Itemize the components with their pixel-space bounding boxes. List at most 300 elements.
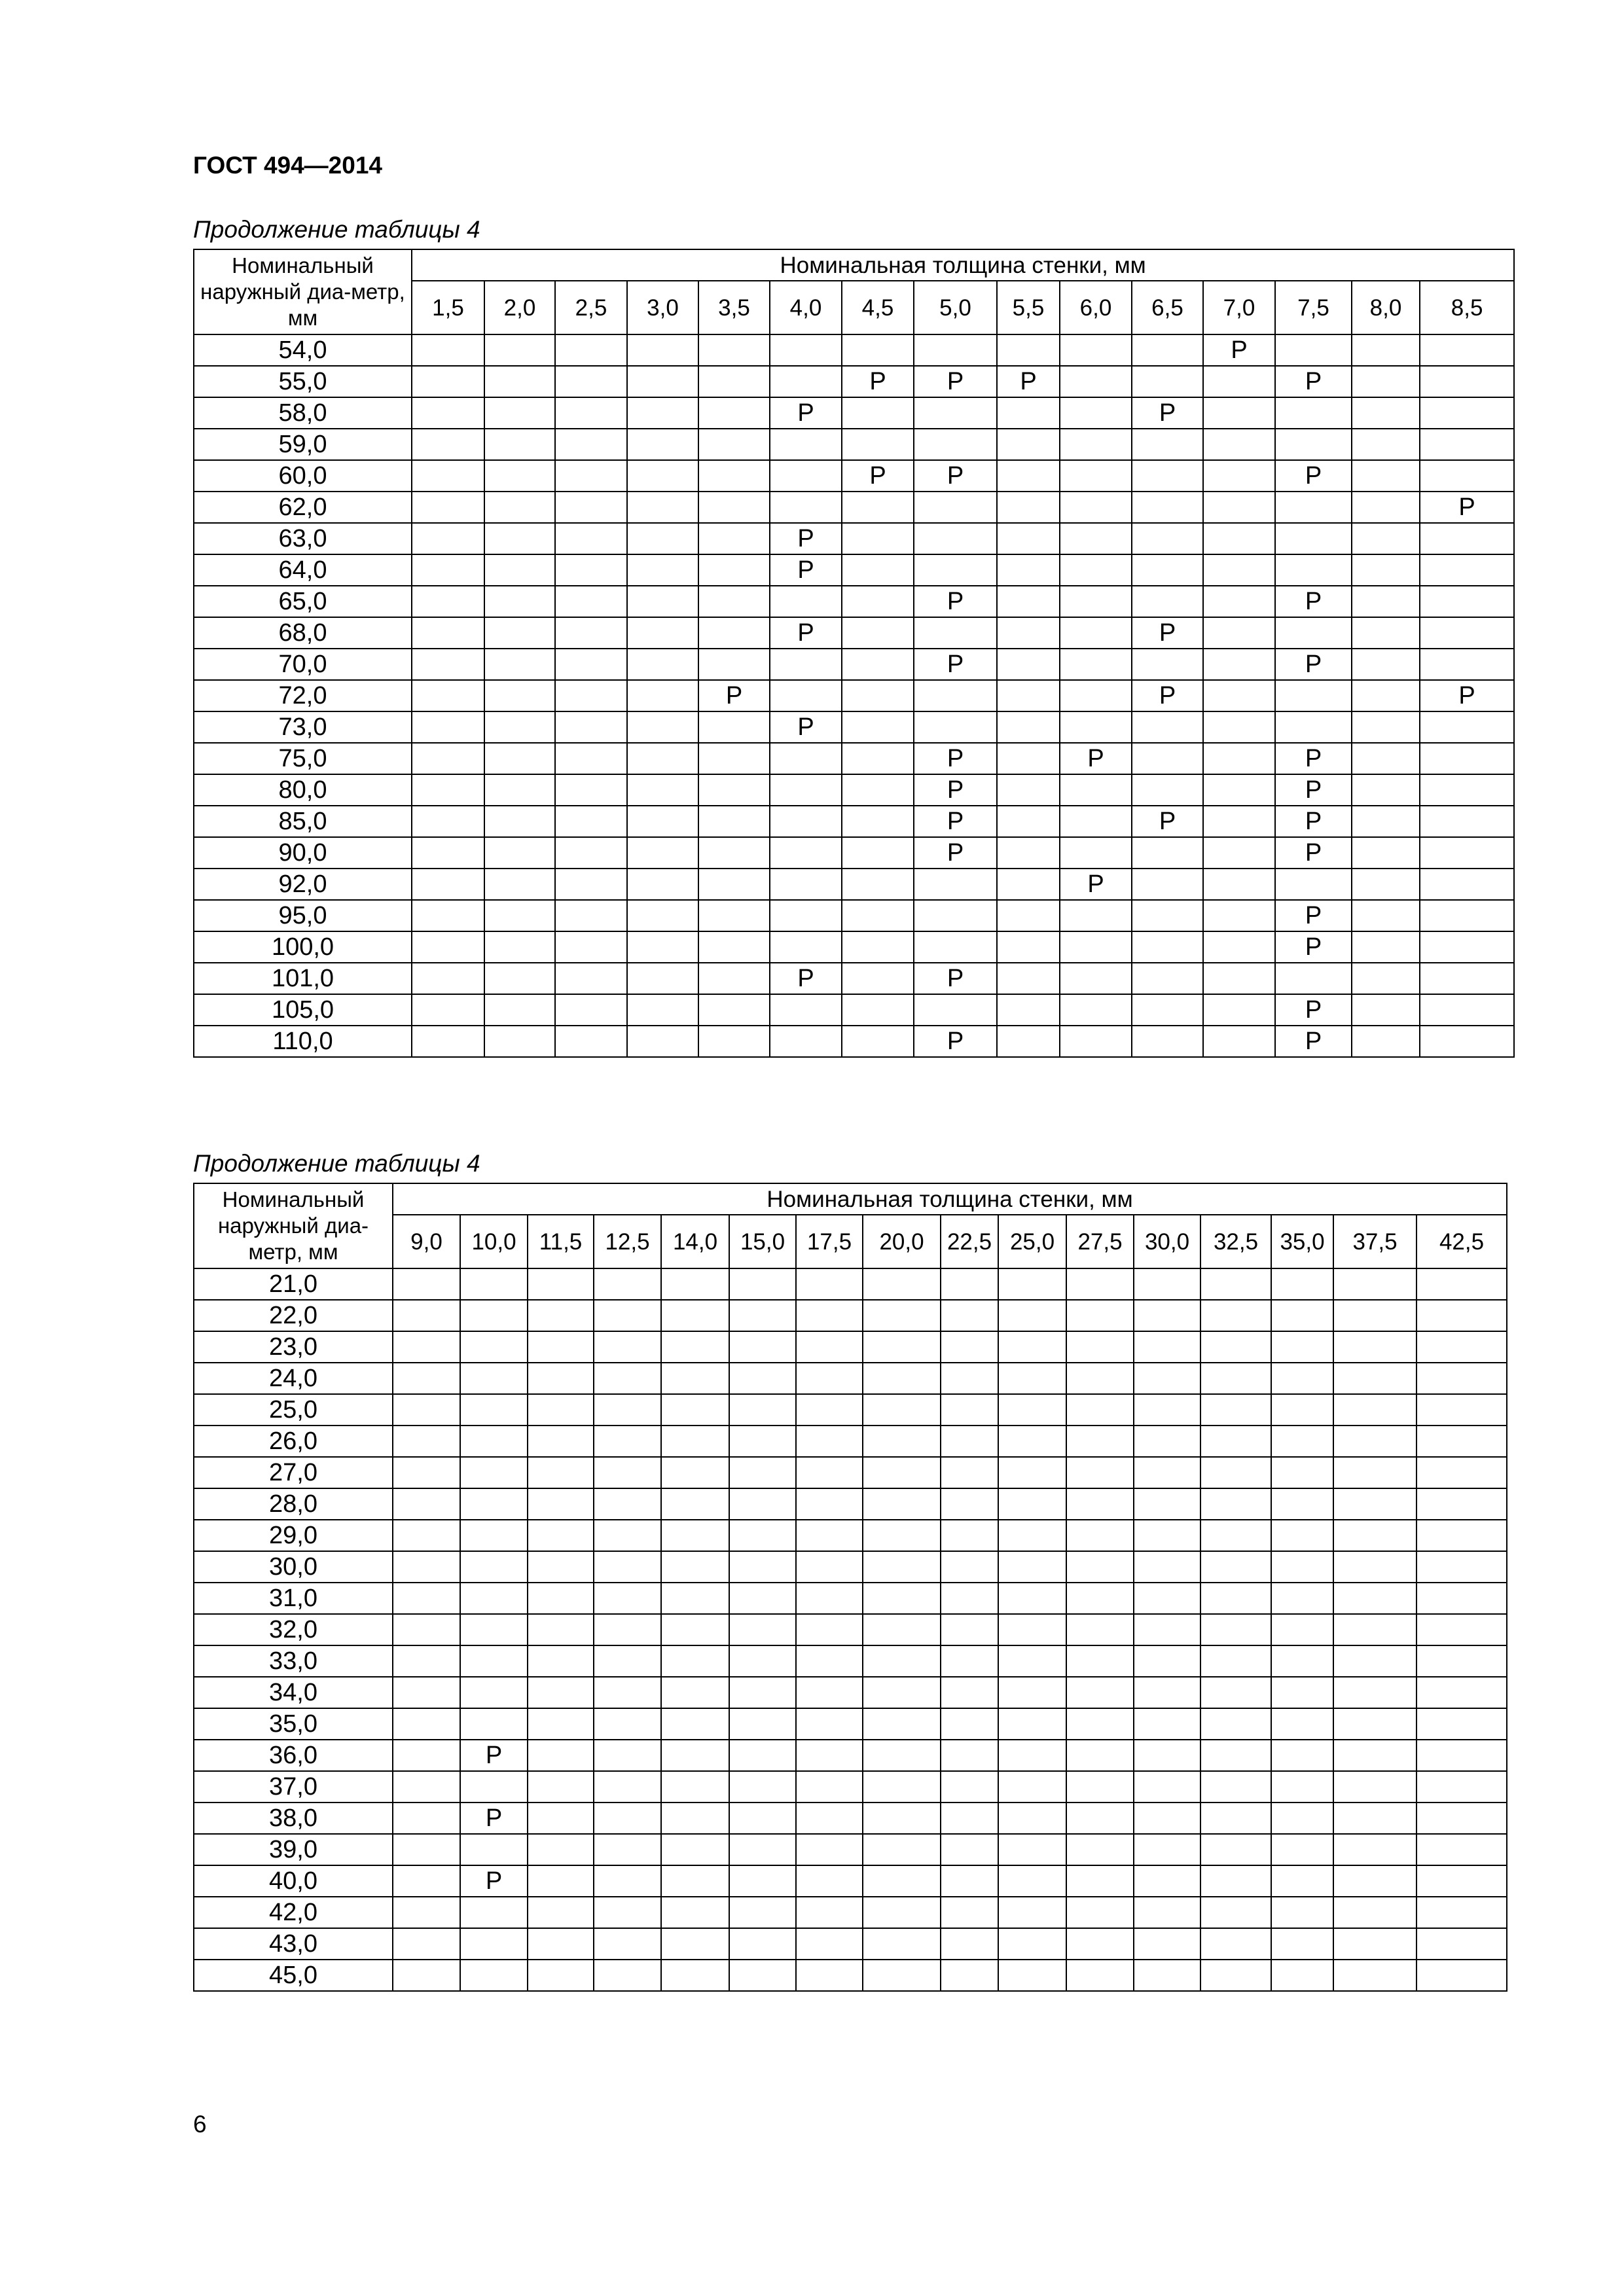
table-cell (1203, 869, 1275, 900)
diameter-cell: 68,0 (194, 617, 412, 649)
table-cell (460, 1960, 528, 1991)
wall-thickness-table-2 (193, 1183, 1507, 1992)
table-cell (729, 1583, 796, 1614)
table-cell: Р (914, 586, 997, 617)
table-cell (914, 523, 997, 554)
table-cell (412, 837, 484, 869)
table-cell (1203, 649, 1275, 680)
table-cell (941, 1363, 998, 1394)
table-cell (698, 366, 770, 397)
table-cell (863, 1740, 941, 1771)
table-cell (1132, 334, 1203, 366)
table-row (194, 1488, 1507, 1520)
table-row (194, 1551, 1507, 1583)
table-cell (555, 931, 627, 963)
table-row (194, 1834, 1507, 1865)
table-cell (1134, 1740, 1200, 1771)
table-cell (1333, 1426, 1416, 1457)
table-cell (484, 366, 555, 397)
diameter-cell: 101,0 (194, 963, 412, 994)
table-cell (729, 1865, 796, 1897)
table-cell (412, 711, 484, 743)
table-cell (412, 492, 484, 523)
table-cell (1333, 1300, 1416, 1331)
table-cell (941, 1771, 998, 1803)
table-cell (460, 1520, 528, 1551)
table-cell (1132, 649, 1203, 680)
diameter-cell: 72,0 (194, 680, 412, 711)
table-cell (594, 1363, 661, 1394)
table-cell (1203, 963, 1275, 994)
table-cell (1333, 1865, 1416, 1897)
table-cell (1132, 711, 1203, 743)
table-cell (914, 994, 997, 1026)
table-cell: Р (1203, 334, 1275, 366)
table-cell (484, 554, 555, 586)
thickness-column-header: 2,0 (484, 281, 555, 334)
table-cell (1416, 1551, 1507, 1583)
table-cell (698, 523, 770, 554)
table-cell (1134, 1677, 1200, 1708)
table-cell (1066, 1740, 1134, 1771)
table-cell (842, 492, 914, 523)
thickness-column-header: 27,5 (1066, 1215, 1134, 1268)
table-cell (484, 586, 555, 617)
table-cell (796, 1960, 863, 1991)
table-cell (412, 1026, 484, 1057)
table-cell (594, 1928, 661, 1960)
table-row (194, 554, 1514, 586)
table-cell (770, 869, 842, 900)
table-cell (528, 1834, 594, 1865)
table-cell (1352, 774, 1420, 806)
table-row (194, 1645, 1507, 1677)
table-cell (1200, 1740, 1271, 1771)
diameter-cell: 35,0 (194, 1708, 393, 1740)
thickness-column-header: 7,0 (1203, 281, 1275, 334)
table-cell (393, 1363, 460, 1394)
table-cell (1333, 1834, 1416, 1865)
table-cell (998, 1363, 1066, 1394)
table-cell: Р (997, 366, 1060, 397)
table-cell (1271, 1488, 1333, 1520)
table-cell (1132, 492, 1203, 523)
table-row (194, 963, 1514, 994)
table-cell (460, 1928, 528, 1960)
table-cell (1352, 806, 1420, 837)
table-cell: Р (698, 680, 770, 711)
table-cell (1333, 1268, 1416, 1300)
table-cell (998, 1645, 1066, 1677)
table-cell (393, 1645, 460, 1677)
table-cell (1271, 1740, 1333, 1771)
table-cell (393, 1457, 460, 1488)
table-cell (770, 774, 842, 806)
table-cell (555, 397, 627, 429)
table-row (194, 1960, 1507, 1991)
table-cell (1420, 837, 1514, 869)
table-cell (698, 806, 770, 837)
table-cell (698, 334, 770, 366)
table-cell: Р (1275, 806, 1352, 837)
table-row (194, 1426, 1507, 1457)
table-cell (1060, 617, 1132, 649)
table-cell (842, 523, 914, 554)
table-cell (998, 1457, 1066, 1488)
table-cell (1420, 931, 1514, 963)
table-cell (1420, 900, 1514, 931)
table-cell (914, 931, 997, 963)
table-cell (941, 1457, 998, 1488)
table-cell (863, 1363, 941, 1394)
table-cell (555, 366, 627, 397)
table-cell (1200, 1771, 1271, 1803)
table-row (194, 1394, 1507, 1426)
table-cell (1271, 1834, 1333, 1865)
table-cell (863, 1677, 941, 1708)
table-cell (393, 1331, 460, 1363)
table-cell (1416, 1865, 1507, 1897)
table-cell (1416, 1268, 1507, 1300)
table-cell (484, 869, 555, 900)
table-caption: Продолжение таблицы 4 (193, 216, 480, 243)
table-cell (1203, 711, 1275, 743)
table-cell (796, 1677, 863, 1708)
table-cell (1066, 1865, 1134, 1897)
table-cell (528, 1771, 594, 1803)
table-cell (729, 1551, 796, 1583)
table-cell (1132, 1026, 1203, 1057)
table-cell (1066, 1520, 1134, 1551)
table-cell (661, 1928, 729, 1960)
diameter-cell: 30,0 (194, 1551, 393, 1583)
table-cell (863, 1268, 941, 1300)
table-cell: Р (842, 366, 914, 397)
table-cell (412, 963, 484, 994)
thickness-column-header: 12,5 (594, 1215, 661, 1268)
table-cell (796, 1897, 863, 1928)
table-cell (1275, 963, 1352, 994)
table-cell (393, 1677, 460, 1708)
table-cell (842, 994, 914, 1026)
diameter-cell: 38,0 (194, 1803, 393, 1834)
table-cell (1060, 774, 1132, 806)
table-cell (770, 649, 842, 680)
table-cell (594, 1897, 661, 1928)
table-cell (627, 963, 698, 994)
table-cell (698, 900, 770, 931)
table-cell (594, 1771, 661, 1803)
table-cell (528, 1865, 594, 1897)
table-cell (1060, 554, 1132, 586)
table-cell (627, 743, 698, 774)
table-cell (555, 1026, 627, 1057)
table-row (194, 774, 1514, 806)
table-cell (1132, 460, 1203, 492)
table-cell (1271, 1583, 1333, 1614)
table-cell (863, 1865, 941, 1897)
thickness-column-header: 4,5 (842, 281, 914, 334)
table-cell (1352, 994, 1420, 1026)
table-cell (393, 1897, 460, 1928)
table-cell (393, 1394, 460, 1426)
table-row (194, 1677, 1507, 1708)
table-cell (484, 523, 555, 554)
table-row (194, 366, 1514, 397)
table-cell (1200, 1677, 1271, 1708)
table-cell (661, 1897, 729, 1928)
table-cell (1200, 1300, 1271, 1331)
table-row (194, 1331, 1507, 1363)
diameter-cell: 64,0 (194, 554, 412, 586)
table-cell (555, 617, 627, 649)
table-cell (863, 1614, 941, 1645)
table-cell (1132, 554, 1203, 586)
table-row (194, 680, 1514, 711)
table-cell: Р (914, 460, 997, 492)
table-cell (1066, 1488, 1134, 1520)
table-cell (842, 334, 914, 366)
table-cell (997, 963, 1060, 994)
table-cell (770, 931, 842, 963)
table-cell (1134, 1426, 1200, 1457)
table-cell (555, 492, 627, 523)
table-cell (997, 617, 1060, 649)
table-cell (1352, 931, 1420, 963)
table-cell (1060, 334, 1132, 366)
table-cell (1203, 994, 1275, 1026)
table-cell (1060, 806, 1132, 837)
table-cell (1420, 586, 1514, 617)
diameter-cell: 45,0 (194, 1960, 393, 1991)
table-cell (863, 1426, 941, 1457)
table-cell (1275, 680, 1352, 711)
table-cell (1271, 1520, 1333, 1551)
diameter-cell: 21,0 (194, 1268, 393, 1300)
table-cell (1200, 1614, 1271, 1645)
table-cell (460, 1426, 528, 1457)
table-cell (594, 1300, 661, 1331)
table-cell (594, 1865, 661, 1897)
table-cell (412, 743, 484, 774)
table-row (194, 994, 1514, 1026)
thickness-column-header: 20,0 (863, 1215, 941, 1268)
diameter-cell: 27,0 (194, 1457, 393, 1488)
table-cell: Р (914, 837, 997, 869)
table-cell (842, 931, 914, 963)
table-cell (555, 743, 627, 774)
table-cell (393, 1551, 460, 1583)
table-cell (1275, 554, 1352, 586)
table-cell (661, 1677, 729, 1708)
table-row (194, 1897, 1507, 1928)
table-cell (998, 1614, 1066, 1645)
diameter-cell: 32,0 (194, 1614, 393, 1645)
table-cell (627, 900, 698, 931)
table-cell (594, 1645, 661, 1677)
table-cell (1420, 334, 1514, 366)
table-cell (460, 1645, 528, 1677)
table-cell (1203, 680, 1275, 711)
table-cell: Р (770, 554, 842, 586)
table-cell (460, 1363, 528, 1394)
table-cell (627, 617, 698, 649)
table-cell (627, 1026, 698, 1057)
table-cell (661, 1331, 729, 1363)
table-cell (1060, 994, 1132, 1026)
table-cell (393, 1614, 460, 1645)
table-cell (528, 1677, 594, 1708)
table-cell (1416, 1520, 1507, 1551)
table-cell (594, 1551, 661, 1583)
table-cell (1200, 1520, 1271, 1551)
table-cell (1066, 1803, 1134, 1834)
table-cell (412, 774, 484, 806)
table-cell (1333, 1771, 1416, 1803)
thickness-column-header: 8,0 (1352, 281, 1420, 334)
table-cell (393, 1488, 460, 1520)
table-cell (1134, 1331, 1200, 1363)
table-row (194, 1363, 1507, 1394)
table-cell (770, 680, 842, 711)
table-cell (796, 1708, 863, 1740)
table-cell (661, 1551, 729, 1583)
table-cell (1352, 680, 1420, 711)
thickness-column-header: 7,5 (1275, 281, 1352, 334)
table-cell (1060, 366, 1132, 397)
table-cell (796, 1803, 863, 1834)
table-cell (1352, 743, 1420, 774)
table-cell (997, 806, 1060, 837)
thickness-column-header: 5,0 (914, 281, 997, 334)
table-cell (1060, 586, 1132, 617)
table-cell (796, 1645, 863, 1677)
table-cell (698, 429, 770, 460)
table-cell (997, 523, 1060, 554)
table-cell (796, 1394, 863, 1426)
table-cell (796, 1268, 863, 1300)
table-cell (698, 743, 770, 774)
table-cell (729, 1645, 796, 1677)
table-cell (1271, 1457, 1333, 1488)
table-cell (627, 774, 698, 806)
table-cell (528, 1928, 594, 1960)
table-cell (698, 931, 770, 963)
table-cell (1333, 1488, 1416, 1520)
table-cell (863, 1300, 941, 1331)
table-cell: Р (1275, 774, 1352, 806)
table-row (194, 649, 1514, 680)
table-cell (460, 1268, 528, 1300)
table-cell (484, 460, 555, 492)
table-cell (393, 1300, 460, 1331)
table-cell (528, 1457, 594, 1488)
table-cell (998, 1551, 1066, 1583)
table-cell (1134, 1551, 1200, 1583)
wall-thickness-table-1 (193, 249, 1515, 1058)
table-cell (842, 397, 914, 429)
table-cell (863, 1803, 941, 1834)
table-cell (1060, 711, 1132, 743)
thickness-column-header: 42,5 (1416, 1215, 1507, 1268)
table-cell (1271, 1803, 1333, 1834)
table-cell (627, 649, 698, 680)
table-cell (528, 1708, 594, 1740)
table-cell (998, 1960, 1066, 1991)
table-cell (627, 460, 698, 492)
table-cell (412, 523, 484, 554)
table-cell (1352, 1026, 1420, 1057)
table-cell (1420, 397, 1514, 429)
diameter-cell: 25,0 (194, 1394, 393, 1426)
table-cell (1416, 1426, 1507, 1457)
table-cell (1132, 994, 1203, 1026)
table-cell (1271, 1645, 1333, 1677)
table-cell (770, 492, 842, 523)
table-cell (1066, 1645, 1134, 1677)
table-cell (594, 1614, 661, 1645)
table-cell (941, 1394, 998, 1426)
table-cell: Р (1275, 460, 1352, 492)
diameter-cell: 31,0 (194, 1583, 393, 1614)
table-cell: Р (460, 1740, 528, 1771)
table-cell (698, 617, 770, 649)
diameter-cell: 65,0 (194, 586, 412, 617)
table-cell (997, 397, 1060, 429)
table-cell (1132, 837, 1203, 869)
thickness-column-header: 1,5 (412, 281, 484, 334)
table-cell (484, 837, 555, 869)
table-cell (698, 554, 770, 586)
table-cell: Р (1275, 366, 1352, 397)
table-cell (863, 1488, 941, 1520)
table-cell (627, 837, 698, 869)
table-cell (770, 460, 842, 492)
table-row (194, 460, 1514, 492)
table-cell (842, 837, 914, 869)
table-cell (998, 1928, 1066, 1960)
table-cell (1203, 931, 1275, 963)
table-cell (1060, 680, 1132, 711)
table-cell (1416, 1394, 1507, 1426)
diameter-cell: 62,0 (194, 492, 412, 523)
table-cell (998, 1803, 1066, 1834)
table-cell (1060, 963, 1132, 994)
table-cell (1271, 1426, 1333, 1457)
table-cell (998, 1834, 1066, 1865)
table-cell (729, 1960, 796, 1991)
table-cell (1352, 523, 1420, 554)
table-cell (998, 1740, 1066, 1771)
table-cell (1420, 523, 1514, 554)
table-cell (528, 1803, 594, 1834)
table-cell (1132, 963, 1203, 994)
table-cell (698, 869, 770, 900)
table-cell (1275, 492, 1352, 523)
table-cell (796, 1928, 863, 1960)
table-cell (1200, 1394, 1271, 1426)
table-cell (1203, 397, 1275, 429)
table-cell (484, 1026, 555, 1057)
thickness-column-header: 35,0 (1271, 1215, 1333, 1268)
table-cell (914, 554, 997, 586)
table-cell (412, 806, 484, 837)
table-cell (729, 1708, 796, 1740)
table-cell (914, 900, 997, 931)
table-cell (1132, 743, 1203, 774)
table-cell (460, 1677, 528, 1708)
table-cell (698, 649, 770, 680)
